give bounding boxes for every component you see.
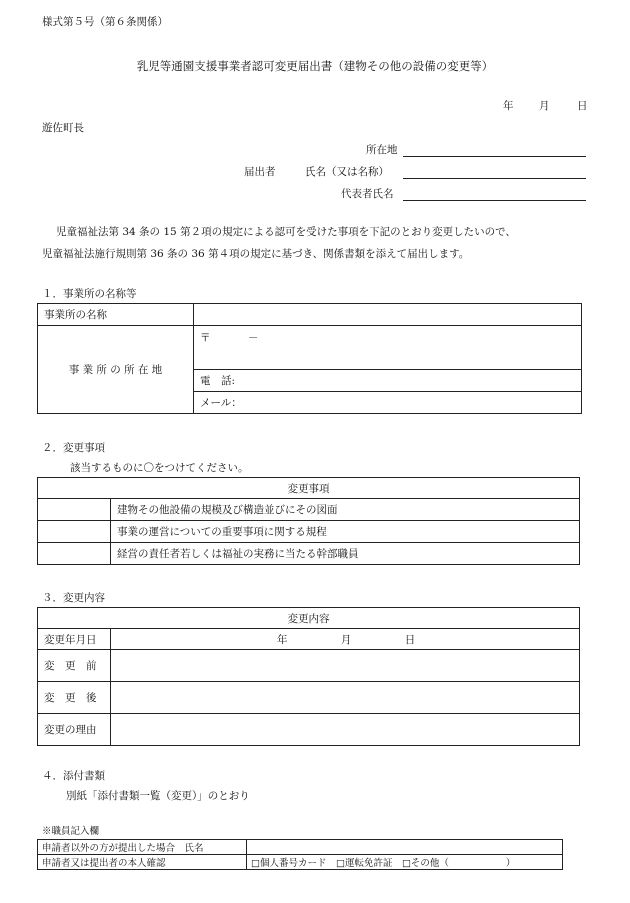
phone-cell[interactable]: 電 話: xyxy=(194,370,582,392)
addressee: 遊佐町長 xyxy=(42,122,84,134)
facility-name-label: 事業所の名称 xyxy=(38,304,194,326)
representative-underline xyxy=(403,200,586,201)
facility-table xyxy=(37,303,582,414)
section3-heading: ３．変更内容 xyxy=(42,592,105,604)
section1-heading: １．事業所の名称等 xyxy=(42,288,137,300)
change-date-day: 日 xyxy=(404,633,416,646)
name-label: 氏名（又は名称） xyxy=(305,166,389,178)
staff-row2-options[interactable]: □個人番号カード □運転免許証 □その他（ ） xyxy=(247,855,563,870)
body-text-line1: 児童福祉法第 34 条の 15 第２項の規定による認可を受けた事項を下記のとおり変更したいので、 xyxy=(56,226,516,238)
change-date-year: 年 xyxy=(277,633,288,646)
staff-row1-label: 申請者以外の方が提出した場合 氏名 xyxy=(38,840,247,855)
change-items-header: 変更事項 xyxy=(38,478,580,499)
section4-heading: ４．添付書類 xyxy=(42,770,105,782)
document-title: 乳児等通園支援事業者認可変更届出書（建物その他の設備の変更等） xyxy=(136,59,494,73)
section2-instruction: 該当するものに〇をつけてください。 xyxy=(70,462,249,474)
attachments-text: 別紙「添付書類一覧（変更）」のとおり xyxy=(66,790,250,802)
change-date-month: 月 xyxy=(340,633,352,646)
change-item-mark-cell[interactable] xyxy=(38,543,111,565)
change-items-table xyxy=(37,477,580,565)
postal-mark: 〒 xyxy=(200,332,211,344)
postal-dash: － xyxy=(247,332,259,344)
staff-row2-label: 申請者又は提出者の本人確認 xyxy=(38,855,247,870)
after-cell[interactable] xyxy=(111,682,580,714)
address-underline xyxy=(403,156,586,157)
postal-cell[interactable] xyxy=(194,326,582,370)
change-item-3: 経営の責任者若しくは福祉の実務に当たる幹部職員 xyxy=(111,543,580,565)
notifier-label: 届出者 xyxy=(244,166,276,178)
form-number: 様式第５号（第６条関係） xyxy=(42,16,168,28)
change-content-table xyxy=(37,607,580,746)
email-cell[interactable]: メール： xyxy=(194,392,582,414)
section2-heading: ２．変更事項 xyxy=(42,442,105,454)
change-content-header: 変更内容 xyxy=(38,608,580,629)
before-cell[interactable] xyxy=(111,650,580,682)
before-label: 変 更 前 xyxy=(38,650,111,682)
change-item-1: 建物その他設備の規模及び構造並びにその図面 xyxy=(111,499,580,521)
address-label: 所在地 xyxy=(366,144,398,156)
facility-name-cell[interactable] xyxy=(194,304,582,326)
staff-row1-cell[interactable] xyxy=(247,840,563,855)
change-item-mark-cell[interactable] xyxy=(38,521,111,543)
name-underline xyxy=(403,178,586,179)
change-date-label: 変更年月日 xyxy=(38,629,111,650)
reason-cell[interactable] xyxy=(111,714,580,746)
staff-heading: ※職員記入欄 xyxy=(42,826,100,837)
staff-table xyxy=(37,839,563,870)
representative-label: 代表者氏名 xyxy=(341,188,394,200)
date-year-label: 年 xyxy=(503,100,514,112)
date-day-label: 日 xyxy=(577,100,588,112)
change-date-cell[interactable] xyxy=(111,629,580,650)
facility-location-label: 事 業 所 の 所 在 地 xyxy=(38,326,194,414)
change-item-2: 事業の運営についての重要事項に関する規程 xyxy=(111,521,580,543)
body-text-line2: 児童福祉法施行規則第 36 条の 36 第４項の規定に基づき、関係書類を添えて届出します。 xyxy=(42,248,470,260)
reason-label: 変更の理由 xyxy=(38,714,111,746)
date-month-label: 月 xyxy=(539,100,550,112)
change-item-mark-cell[interactable] xyxy=(38,499,111,521)
after-label: 変 更 後 xyxy=(38,682,111,714)
